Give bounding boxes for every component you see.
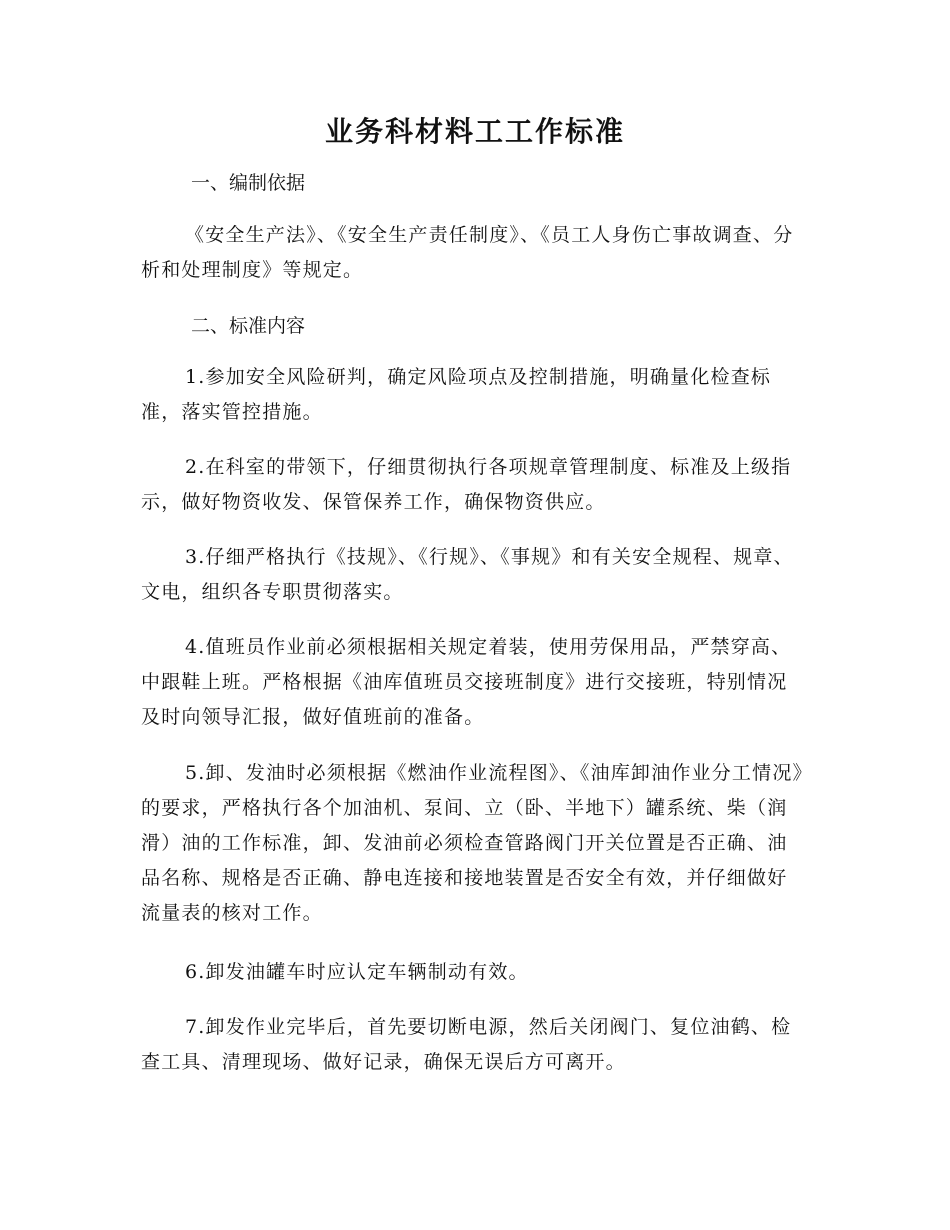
section-basis-text: 《安全生产法》、《安全生产责任制度》、《员工人身伤亡事故调查、分析和处理制度》等规定。 [141,224,794,281]
list-item: 2.在科室的带领下，仔细贯彻执行各项规章管理制度、标准及上级指示，做好物资收发、保管保养工作，确保物资供应。 [141,456,792,513]
list-item: 7.卸发作业完毕后，首先要切断电源，然后关闭阀门、复位油鹤、检查工具、清理现场、做好记录，确保无误后方可离开。 [141,1016,792,1073]
section-heading-content: 二、标准内容 [191,315,306,337]
list-item: 6.卸发油罐车时应认定车辆制动有效。 [185,961,529,983]
section-heading-basis: 一、编制依据 [191,172,306,194]
list-item: 5.卸、发油时必须根据《燃油作业流程图》、《油库卸油作业分工情况》的要求，严格执行各个加油机、泵间、立（卧、半地下）罐系统、柴（润滑）油的工作标准，卸、发油前必须检查管路阀门开关位置是否正确、油品名称、规格是否正确、静电连接和接地装置是否安全有效，并仔细做好流量表的核对工作。 [141,762,804,924]
list-item: 1.参加安全风险研判，确定风险项点及控制措施，明确量化检查标准，落实管控措施。 [141,366,772,423]
list-item: 4.值班员作业前必须根据相关规定着装，使用劳保用品，严禁穿高、中跟鞋上班。严格根据《油库值班员交接班制度》进行交接班，特别情况及时向领导汇报，做好值班前的准备。 [141,636,792,728]
list-item: 3.仔细严格执行《技规》、《行规》、《事规》和有关安全规程、规章、文电，组织各专职贯彻落实。 [141,546,794,603]
document-title: 业务科材料工工作标准 [324,115,625,148]
